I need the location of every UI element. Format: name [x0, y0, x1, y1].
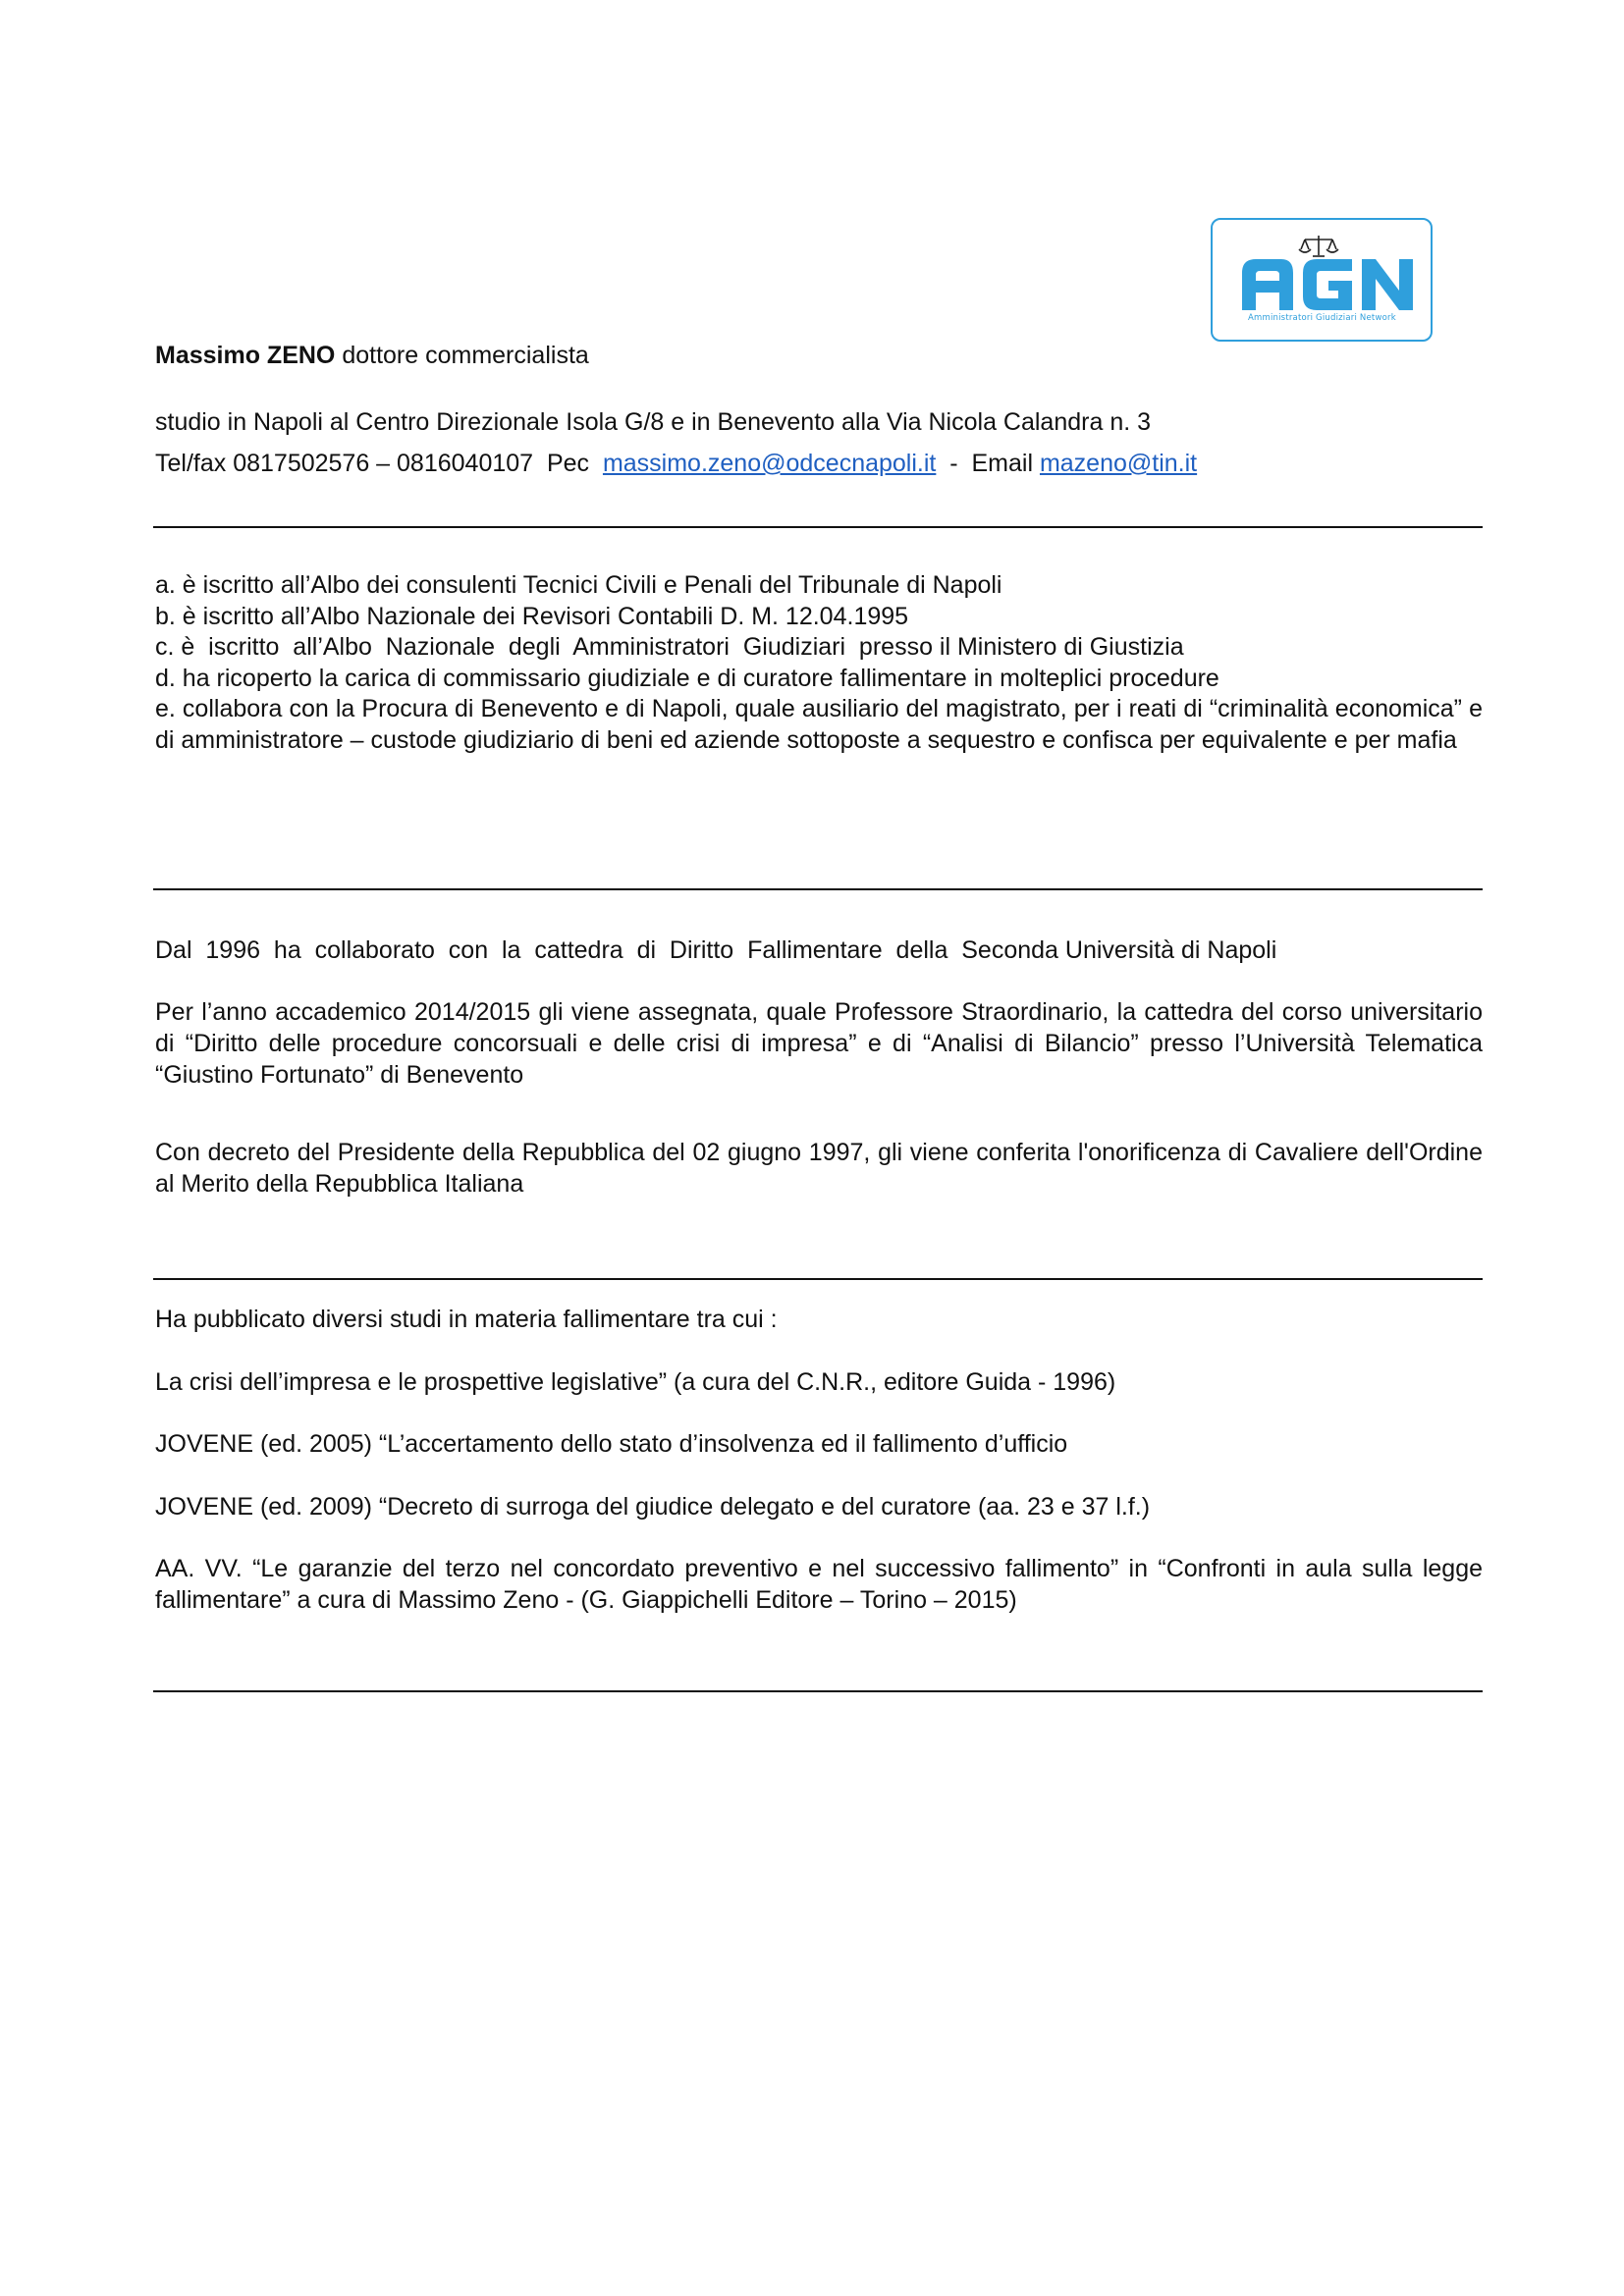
email-link[interactable]: mazeno@tin.it [1039, 450, 1198, 477]
scales-of-justice-icon [1220, 226, 1427, 316]
academic-paragraph: Per l’anno accademico 2014/2015 gli viene assegnata, quale Professore Straordinario, la cattedra del corso universitario di “Diritto delle procedure concorsuali e delle crisi di impresa” e di “Analisi di Bilancio” presso l’Università Telematica “Giustino Fortunato” di Benevento [155, 998, 1483, 1089]
header-name-line [155, 340, 1483, 371]
qualification-item: d. ha ricoperto la carica di commissario giudiziale e di curatore fallimentare in molteplici procedure [155, 664, 1219, 692]
publication-item: JOVENE (ed. 2009) “Decreto di surroga del giudice delegato e del curatore (aa. 23 e 37 l.f.) [155, 1493, 1151, 1521]
publications-intro: Ha pubblicato diversi studi in materia fallimentare tra cui : [155, 1306, 778, 1333]
qualification-item: c. è iscritto all’Albo Nazionale degli Amministratori Giudiziari presso il Ministero di Giustizia [155, 633, 1184, 661]
person-title: dottore commercialista [335, 342, 589, 369]
address-line: studio in Napoli al Centro Direzionale Isola G/8 e in Benevento alla Via Nicola Calandra n. 3 [155, 408, 1152, 436]
publication-item: La crisi dell’impresa e le prospettive legislative” (a cura del C.N.R., editore Guida - 1996) [155, 1368, 1116, 1396]
publication-item: AA. VV. “Le garanzie del terzo nel concordato preventivo e nel successivo fallimento” in “Confronti in aula sulla legge fallimentare” a cura di Massimo Zeno - (G. Giappichelli Editore – Torino – 2015) [155, 1555, 1483, 1614]
person-name: Massimo ZENO [155, 342, 336, 369]
email-label: - Email [936, 450, 1040, 477]
divider [153, 1278, 1483, 1280]
divider [153, 888, 1483, 890]
phone-text: Tel/fax 0817502576 – 0816040107 Pec [155, 450, 603, 477]
agn-logo [1211, 218, 1433, 342]
qualification-item: a. è iscritto all’Albo dei consulenti Tecnici Civili e Penali del Tribunale di Napoli [155, 571, 1002, 599]
pec-link[interactable]: massimo.zeno@odcecnapoli.it [602, 450, 937, 477]
academic-paragraph: Dal 1996 ha collaborato con la cattedra di Diritto Fallimentare della Seconda Università di Napoli [155, 936, 1277, 964]
contact-line [155, 448, 1483, 479]
qualification-item: e. collabora con la Procura di Benevento e di Napoli, quale ausiliario del magistrato, per i reati di “criminalità economica” e di amministratore – custode giudiziario di beni ed aziende sottoposte a sequestro e confisca per equivalente e per mafia [155, 695, 1483, 754]
divider [153, 1690, 1483, 1692]
logo-subtitle: Amministratori Giudiziari Network [1248, 313, 1396, 323]
divider [153, 526, 1483, 528]
qualifications-list [155, 570, 1483, 756]
qualification-item: b. è iscritto all’Albo Nazionale dei Revisori Contabili D. M. 12.04.1995 [155, 602, 909, 630]
academic-paragraph: Con decreto del Presidente della Repubblica del 02 giugno 1997, gli viene conferita l'onorificenza di Cavaliere dell'Ordine al Merito della Repubblica Italiana [155, 1139, 1483, 1198]
publication-item: JOVENE (ed. 2005) “L’accertamento dello stato d’insolvenza ed il fallimento d’ufficio [155, 1430, 1068, 1458]
